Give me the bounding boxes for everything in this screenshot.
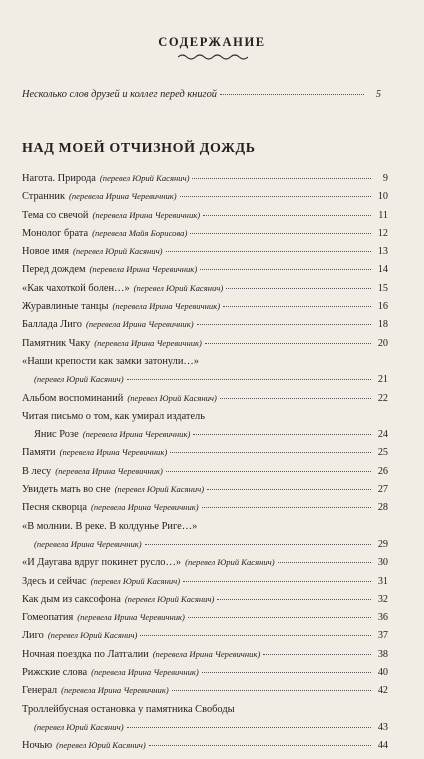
entry-translator: (перевела Ирина Черевичник) xyxy=(77,612,185,623)
toc-entry[interactable] xyxy=(22,173,388,191)
intro-entry[interactable] xyxy=(22,89,381,107)
entry-translator: (перевела Ирина Черевичник) xyxy=(55,465,163,476)
dot-leader xyxy=(200,269,371,270)
entry-translator: (перевела Ирина Черевичник) xyxy=(85,319,194,330)
dot-leader xyxy=(226,288,371,289)
entry-title: Рижские слова xyxy=(22,667,88,679)
toc-entry[interactable] xyxy=(22,191,388,209)
toc-entry[interactable] xyxy=(22,685,388,703)
entry-page-number: 14 xyxy=(377,264,388,276)
entry-page-number: 36 xyxy=(377,612,388,624)
toc-entry[interactable] xyxy=(22,264,388,282)
entry-page-number: 26 xyxy=(377,465,388,477)
toc-entry[interactable] xyxy=(22,576,388,594)
dot-leader xyxy=(202,672,371,673)
dot-leader xyxy=(127,379,371,380)
entry-page-number: 28 xyxy=(377,502,388,514)
page-heading: СОДЕРЖАНИЕ xyxy=(158,35,266,49)
entry-page-number: 10 xyxy=(377,191,388,203)
entry-title: Генерал xyxy=(22,685,58,697)
toc-entry[interactable] xyxy=(22,447,388,465)
entry-title: Нагота. Природа xyxy=(22,173,96,184)
entry-title: «В молнии. В реке. В колдунье Риге…» xyxy=(22,520,198,532)
dot-leader xyxy=(223,306,371,307)
entry-page-number: 40 xyxy=(377,667,388,679)
entry-title: Баллада Лиго xyxy=(22,319,82,331)
entry-translator: (перевел Юрий Касянич) xyxy=(133,282,224,293)
entry-translator: (перевела Майя Борисова) xyxy=(92,227,188,238)
entry-translator: (перевела Ирина Черевичник) xyxy=(82,429,191,440)
entry-page-number: 44 xyxy=(377,740,388,752)
dot-leader xyxy=(188,617,371,618)
dot-leader xyxy=(197,324,371,325)
dot-leader xyxy=(220,398,371,399)
entry-page-number: 24 xyxy=(377,429,388,441)
entry-title: Читая письмо о том, как умирал издатель xyxy=(22,410,205,422)
entry-page-number: 11 xyxy=(378,209,388,221)
entry-translator: (перевел Юрий Касянич) xyxy=(127,392,217,403)
dot-leader xyxy=(203,215,371,216)
dot-leader xyxy=(192,178,371,179)
entry-translator: (перевела Ирина Черевичник) xyxy=(69,191,177,202)
entry-translator: (перевел Юрий Касянич) xyxy=(47,630,138,641)
entry-translator: (перевел Юрий Касянич) xyxy=(34,374,124,385)
entry-page-number: 42 xyxy=(377,685,388,697)
entry-title: Странник xyxy=(22,191,65,203)
dot-leader xyxy=(193,434,371,435)
entry-title: В лесу xyxy=(22,465,52,477)
toc-entry[interactable] xyxy=(22,210,388,228)
section-title: НАД МОЕЙ ОТЧИЗНОЙ ДОЖДЬ xyxy=(22,141,256,156)
toc-entry[interactable] xyxy=(22,649,388,667)
entry-title: Песня скворца xyxy=(22,502,87,514)
toc-entry[interactable] xyxy=(22,246,388,264)
dot-leader xyxy=(217,599,371,600)
entry-page-number: 16 xyxy=(377,301,388,313)
entry-title: Гомеопатия xyxy=(22,612,74,624)
toc-list xyxy=(22,173,388,759)
entry-translator: (перевела Ирина Черевичник) xyxy=(90,502,199,513)
toc-entry[interactable] xyxy=(22,704,388,722)
entry-page-number: 25 xyxy=(377,447,388,459)
dot-leader xyxy=(145,544,371,545)
entry-page-number: 31 xyxy=(377,575,388,587)
entry-page-number: 18 xyxy=(377,319,388,331)
entry-page-number: 9 xyxy=(382,173,388,184)
entry-title: Памятник Чаку xyxy=(22,337,91,349)
toc-entry[interactable] xyxy=(22,429,388,447)
toc-entry[interactable] xyxy=(22,630,388,648)
entry-title: Журавлиные танцы xyxy=(22,301,109,313)
dot-leader xyxy=(207,489,371,490)
toc-entry[interactable] xyxy=(22,338,388,356)
dot-leader xyxy=(183,581,371,582)
entry-page-number: 27 xyxy=(377,484,388,496)
toc-entry[interactable] xyxy=(22,374,388,392)
entry-translator: (перевела Ирина Черевичник) xyxy=(91,667,199,678)
entry-translator: (перевел Юрий Касянич) xyxy=(185,557,275,568)
entry-title: «Наши крепости как замки затонули…» xyxy=(22,355,199,367)
dot-leader xyxy=(263,654,371,655)
dot-leader xyxy=(170,452,371,453)
entry-title: Янис Розе xyxy=(34,429,79,441)
toc-entry[interactable] xyxy=(22,283,388,301)
toc-entry[interactable] xyxy=(22,594,388,612)
dot-leader xyxy=(190,233,371,234)
entry-title: Лиго xyxy=(22,630,44,642)
toc-entry[interactable] xyxy=(22,466,388,484)
entry-translator: (перевела Ирина Черевичник) xyxy=(112,301,221,312)
toc-entry[interactable] xyxy=(22,612,388,630)
entry-translator: (перевела Ирина Черевичник) xyxy=(94,337,202,348)
entry-translator: (перевела Ирина Черевичник) xyxy=(61,685,169,696)
entry-page-number: 22 xyxy=(377,392,388,404)
entry-translator: (перевела Ирина Черевичник) xyxy=(59,447,168,458)
dot-leader xyxy=(166,251,371,252)
entry-title: Перед дождем xyxy=(22,264,86,276)
entry-title: Памяти xyxy=(22,447,56,459)
toc-entry[interactable] xyxy=(22,319,388,337)
entry-title: «Как чахоткой болен…» xyxy=(22,282,130,294)
entry-page-number: 29 xyxy=(377,538,388,550)
entry-translator: (перевел Юрий Касянич) xyxy=(72,246,163,257)
dot-leader xyxy=(172,690,371,691)
dot-leader xyxy=(278,562,371,563)
entry-translator: (перевела Ирина Черевичник) xyxy=(92,209,201,220)
dot-leader xyxy=(205,343,371,344)
entry-page-number: 32 xyxy=(377,593,388,605)
entry-translator: (перевел Юрий Касянич) xyxy=(124,593,215,604)
entry-page-number: 38 xyxy=(377,648,388,660)
entry-translator: (перевел Юрий Касянич) xyxy=(56,740,146,751)
toc-entry[interactable] xyxy=(22,521,388,539)
intro-page-number: 5 xyxy=(375,89,381,100)
toc-entry[interactable] xyxy=(22,356,388,374)
entry-translator: (перевела Ирина Черевичник) xyxy=(152,648,261,659)
entry-page-number: 37 xyxy=(377,630,388,642)
entry-title: Троллейбусная остановка у памятника Свободы xyxy=(22,703,235,715)
toc-entry[interactable] xyxy=(22,740,388,758)
entry-title: Здесь и сейчас xyxy=(22,575,87,587)
toc-entry[interactable] xyxy=(22,393,388,411)
entry-translator: (перевел Юрий Касянич) xyxy=(114,484,205,495)
intro-title: Несколько слов друзей и коллег перед книгой xyxy=(22,89,217,100)
toc-entry[interactable] xyxy=(22,301,388,319)
dot-leader xyxy=(220,94,364,95)
toc-entry[interactable] xyxy=(22,411,388,429)
toc-entry[interactable] xyxy=(22,228,388,246)
dot-leader xyxy=(140,635,371,636)
decorative-wave-ornament xyxy=(178,53,248,61)
toc-entry[interactable] xyxy=(22,539,388,557)
toc-entry[interactable] xyxy=(22,667,388,685)
entry-title: Ночью xyxy=(22,740,53,752)
entry-title: Альбом воспоминаний xyxy=(22,392,124,404)
dot-leader xyxy=(202,507,371,508)
entry-page-number: 13 xyxy=(377,246,388,258)
entry-translator: (перевел Юрий Касянич) xyxy=(90,575,181,586)
toc-entry[interactable] xyxy=(22,722,388,740)
entry-translator: (перевел Юрий Касянич) xyxy=(99,173,190,183)
dot-leader xyxy=(127,727,371,728)
toc-entry[interactable] xyxy=(22,484,388,502)
dot-leader xyxy=(180,196,371,197)
dot-leader xyxy=(166,471,371,472)
entry-page-number: 30 xyxy=(377,557,388,569)
entry-page-number: 20 xyxy=(377,337,388,349)
toc-entry[interactable] xyxy=(22,557,388,575)
dot-leader xyxy=(149,745,371,746)
entry-page-number: 21 xyxy=(377,374,388,386)
entry-title: Увидеть мать во сне xyxy=(22,484,111,496)
entry-title: Тема со свечой xyxy=(22,209,89,221)
entry-page-number: 43 xyxy=(377,721,388,733)
entry-translator: (перевела Ирина Черевичник) xyxy=(89,264,198,275)
entry-translator: (перевел Юрий Касянич) xyxy=(34,721,124,732)
entry-title: Ночная поездка по Латгалии xyxy=(22,648,149,660)
entry-title: Новое имя xyxy=(22,246,69,258)
toc-entry[interactable] xyxy=(22,502,388,520)
entry-page-number: 15 xyxy=(377,282,388,294)
entry-page-number: 12 xyxy=(377,227,388,239)
entry-translator: (перевела Ирина Черевичник) xyxy=(34,538,142,549)
entry-title: «И Даугава вдруг покинет русло…» xyxy=(22,557,182,569)
entry-title: Монолог брата xyxy=(22,227,89,239)
entry-title: Как дым из саксофона xyxy=(22,593,121,605)
